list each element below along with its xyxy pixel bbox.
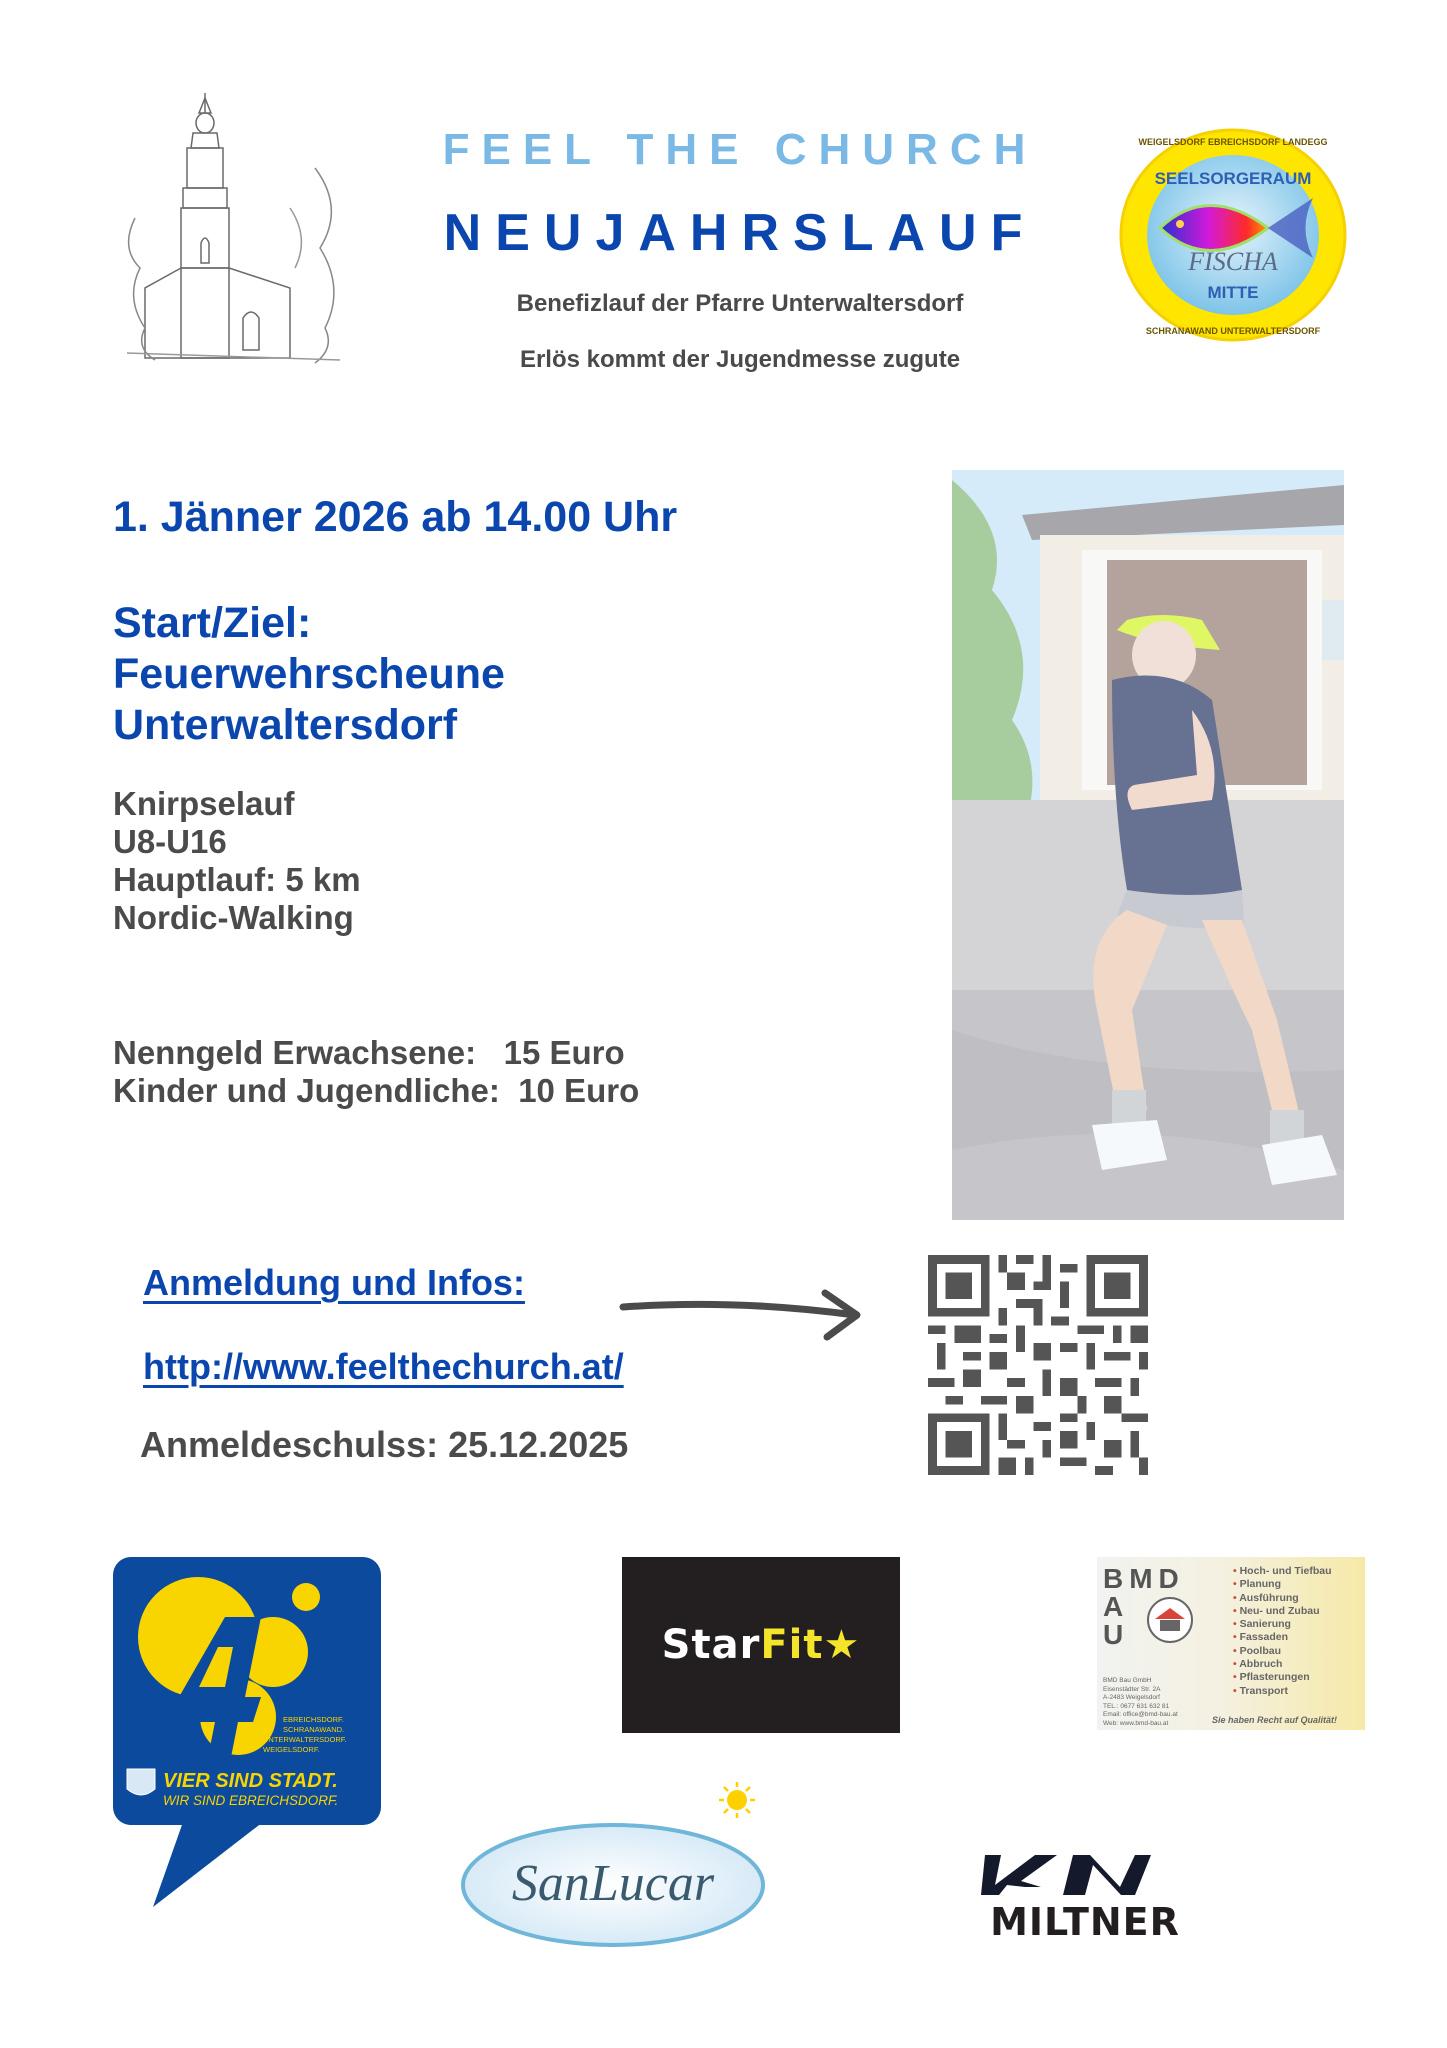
svg-text:SCHRANAWAND UNTERWALTERSDORF: SCHRANAWAND UNTERWALTERSDORF xyxy=(1145,326,1321,336)
church-drawing-icon xyxy=(115,88,350,368)
race-categories xyxy=(113,785,361,937)
vier-sind-stadt-logo xyxy=(113,1557,381,1907)
category-item: Hauptlauf: 5 km xyxy=(113,861,361,898)
subtitle-proceeds: Erlös kommt der Jugendmesse zugute xyxy=(519,346,961,373)
runner-photo xyxy=(952,470,1344,1220)
location-line-1: Feuerwehrscheune xyxy=(113,650,505,698)
location-line-2: Unterwaltersdorf xyxy=(113,701,458,749)
fee-row-youth xyxy=(113,1072,639,1110)
qr-code-icon[interactable] xyxy=(928,1255,1148,1475)
svg-text:EBREICHSDORF.: EBREICHSDORF. xyxy=(283,1715,344,1724)
registration-info-link[interactable]: Anmeldung und Infos: xyxy=(143,1262,525,1303)
fee-label: Kinder und Jugendliche: xyxy=(113,1072,519,1109)
svg-text:MITTE: MITTE xyxy=(1207,283,1259,302)
website-link[interactable]: http://www.feelthechurch.at/ xyxy=(143,1346,624,1387)
event-date-time: 1. Jänner 2026 ab 14.00 Uhr xyxy=(113,493,678,541)
fee-value: 15 Euro xyxy=(503,1034,625,1071)
sun-icon xyxy=(719,1782,755,1818)
bmd-address: BMD Bau GmbH Eisenstädter Str. 2A A-2483 Weigelsdorf TEL.: 0677 631 632 81 Email: office@bmd-bau.at Web: www.bmd-bau.at xyxy=(1103,1677,1178,1727)
subtitle-benefit: Benefizlauf der Pfarre Unterwaltersdorf xyxy=(516,290,964,317)
baumeister-seal-icon xyxy=(1145,1595,1195,1645)
svg-text:WIR SIND EBREICHSDORF.: WIR SIND EBREICHSDORF. xyxy=(163,1793,339,1808)
seelsorgeraum-seal-icon xyxy=(1118,128,1348,342)
location-label: Start/Ziel: xyxy=(113,599,312,647)
svg-text:UNTERWALTERSDORF.: UNTERWALTERSDORF. xyxy=(263,1735,347,1744)
sanlucar-logo xyxy=(448,1760,768,1950)
bmd-bau-card xyxy=(1097,1557,1365,1730)
starfit-star-text: Star xyxy=(661,1622,761,1668)
svg-text:SanLucar: SanLucar xyxy=(511,1855,715,1912)
category-item: Nordic-Walking xyxy=(113,899,354,936)
fee-row-adults xyxy=(113,1034,639,1072)
entry-fees xyxy=(113,1034,639,1110)
fee-value: 10 Euro xyxy=(518,1072,640,1109)
category-item: U8-U16 xyxy=(113,823,227,860)
start-finish-location xyxy=(113,598,505,751)
category-item: Knirpselauf xyxy=(113,785,295,822)
svg-text:WEIGELSDORF EBREICHSDORF LANDE: WEIGELSDORF EBREICHSDORF LANDEGG xyxy=(1138,137,1328,147)
arrow-right-icon xyxy=(615,1285,875,1345)
svg-text:SEELSORGERAUM: SEELSORGERAUM xyxy=(1154,169,1312,188)
bmd-logo-letters: BMD A U xyxy=(1103,1563,1185,1650)
event-title: NEUJAHRSLAUF xyxy=(443,204,1037,262)
svg-text:SCHRANAWAND.: SCHRANAWAND. xyxy=(283,1725,345,1734)
bmd-services: • Hoch- und Tiefbau • Planung • Ausführung • Neu- und Zubau • Sanierung • Fassaden • Poolbau • Abbruch • Pflasterungen • Transport xyxy=(1233,1565,1332,1697)
kia-logo-icon xyxy=(981,1855,1151,1895)
fee-label: Nenngeld Erwachsene: xyxy=(113,1034,504,1071)
starfit-logo xyxy=(622,1557,900,1733)
brand-title: FEEL THE CHURCH xyxy=(442,125,1038,174)
svg-text:FISCHA: FISCHA xyxy=(1188,247,1278,276)
starfit-fit-text: Fit xyxy=(760,1622,824,1668)
svg-text:VIER SIND STADT.: VIER SIND STADT. xyxy=(163,1770,338,1792)
star-icon: ★ xyxy=(823,1622,861,1668)
registration-deadline: Anmeldeschulss: 25.12.2025 xyxy=(140,1424,629,1465)
kia-miltner-logo xyxy=(925,1835,1245,1940)
svg-text:MILTNER: MILTNER xyxy=(990,1900,1180,1940)
bmd-tagline: Sie haben Recht auf Qualität! xyxy=(1212,1715,1338,1725)
svg-text:WEIGELSDORF.: WEIGELSDORF. xyxy=(263,1745,320,1754)
